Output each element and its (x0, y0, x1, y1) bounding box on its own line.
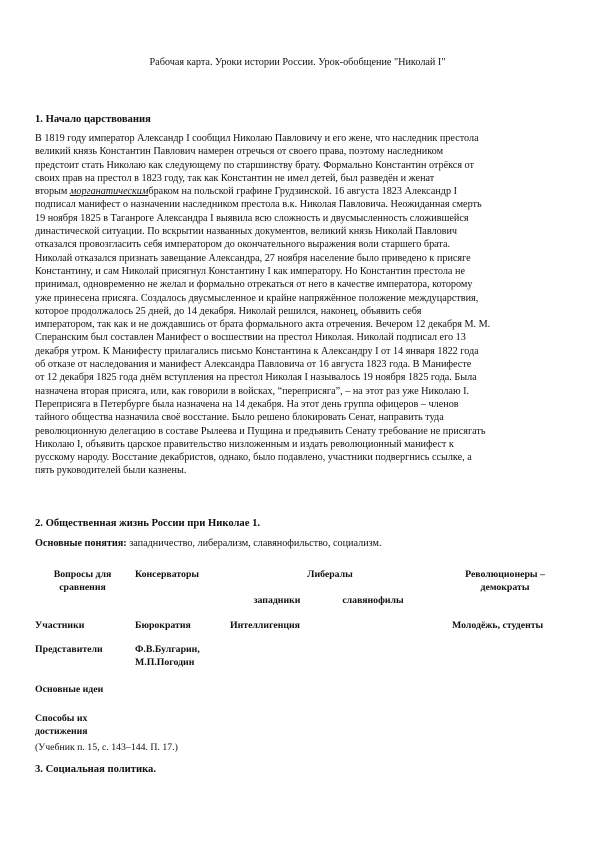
key-concepts (35, 538, 382, 549)
body-line: династической ситуации. По вскрытии названных документов, великий князь Николай Павлович (35, 226, 458, 238)
textbook-reference: (Учебник п. 15, с. 143–144. П. 17.) (35, 742, 178, 753)
table-header-revolutionaries: Революционеры – демократы (465, 569, 545, 593)
body-line: революционную делегацию в составе Рылеева и Пущина и предъявить Сенату требование не присягать (35, 425, 486, 437)
table-header-westerners: западники (253, 595, 301, 606)
body-line: декабря утром. К Манифесту прилагались письмо Константина к Александру I от 14 января 1822 года (35, 345, 479, 357)
table-row-label: Основные идеи (35, 684, 104, 695)
body-line-mixed (35, 185, 565, 198)
table-row-label: Способы их достижения (35, 713, 88, 737)
body-line: великий князь Константин Павлович намерен отречься от своего права, поэтому наследником (35, 146, 444, 158)
body-line: 19 ноября 1825 в Таганроге Александра I выявила всю сложность и двусмысленность сложившейся (35, 212, 469, 224)
underlined-term: морганатическим (69, 186, 149, 198)
body-line: от 12 декабря 1825 года днём вступления на престол Николая I называлось 19 ноября 1825 года. Была (35, 372, 477, 384)
body-line: пять руководителей были казнены. (35, 465, 187, 477)
body-line: назначена вторая присяга, или, как говорили в войсках, “переприсяга”, – на этот раз уже Николаю I. (35, 385, 470, 397)
body-line: уже принесена присяга. Создалось двусмысленное и крайне напряжённое положение междуцарствия, (35, 292, 479, 304)
section-2-heading: 2. Общественная жизнь России при Николае 1. (35, 518, 261, 529)
document-title: Рабочая карта. Уроки истории России. Урок-обобщение "Николай I" (149, 57, 446, 68)
section-1-body (35, 132, 565, 478)
body-line: об отказе от наследования и манифест Александра Павловича от 16 августа 1823 года. В Манифесте (35, 359, 472, 371)
body-line: своих прав на престол в 1823 году, так как Константин не имел детей, был разведён и женат (35, 172, 435, 184)
body-line: Константину, и сам Николай присягнул Константину I как императору. Но Константин престола не (35, 265, 465, 277)
concepts-list: западничество, либерализм, славянофильство, социализм. (129, 538, 382, 549)
table-cell: Интеллигенция (230, 620, 300, 631)
table-cell: Молодёжь, студенты (452, 620, 544, 631)
table-header-conservators: Консерваторы (135, 569, 200, 580)
body-line: которое продолжалось 25 дней, до 14 декабря. Николай решился, наконец, объявить себя (35, 305, 422, 317)
body-line: императором, так как и не дождавшись от брата формального акта отречения. Вечером 12 декабря М. М. (35, 319, 491, 331)
body-text-fragment: вторым (35, 186, 68, 198)
body-text-fragment: браком на польской графине Грудзинской. 16 августа 1823 Александр I (148, 186, 458, 198)
body-line: принимал, одновременно не желал и формально отрекаться от него в качестве императора, которому (35, 279, 473, 291)
table-header-slavophiles: славянофилы (342, 595, 404, 606)
body-line: Николай отказался признать завещание Александра, 27 ноября население было приведено к присяге (35, 252, 471, 264)
body-line: тайного общества назначила своё восстание. Было решено блокировать Сенат, направить туда (35, 412, 444, 424)
table-row-label: Представители (35, 644, 103, 655)
body-line: отказался провозгласить себя императором до окончательного выражения воли старшего брата. (35, 239, 451, 251)
concepts-label: Основные понятия: (35, 538, 127, 549)
body-line: Николаю I, объявить царское правительство низложенным и издать революционный манифест к (35, 438, 454, 450)
body-line: предстоит стать Николаю как следующему по старшинству брату. Формально Константин отрёкся от (35, 159, 474, 171)
section-3-heading: 3. Социальная политика. (35, 764, 156, 775)
table-row-label: Участники (35, 620, 85, 631)
body-line: подписал манифест о назначении наследником престола в.к. Николая Павловича. Неожиданная смерть (35, 199, 482, 211)
body-line: Переприсяга в Петербурге была назначена на 14 декабря. На этот день группа офицеров – членов (35, 398, 459, 410)
table-header-questions: Вопросы для сравнения (53, 569, 112, 593)
body-line: русскому народу. Восстание декабристов, однако, было подавлено, участники подвергнись ссылке, а (35, 452, 472, 464)
table-cell: Бюрократия (135, 620, 191, 631)
table-cell: Ф.В.Булгарин, М.П.Погодин (135, 644, 200, 668)
section-1-heading: 1. Начало царствования (35, 114, 151, 125)
body-line: В 1819 году император Александр I сообщил Николаю Павловичу и его жене, что наследник престола (35, 133, 479, 144)
body-line: Сперанским был составлен Манифест о восшествии на престол Николая. Николай подписал его 13 (35, 332, 466, 344)
table-header-liberals: Либералы (307, 569, 353, 580)
